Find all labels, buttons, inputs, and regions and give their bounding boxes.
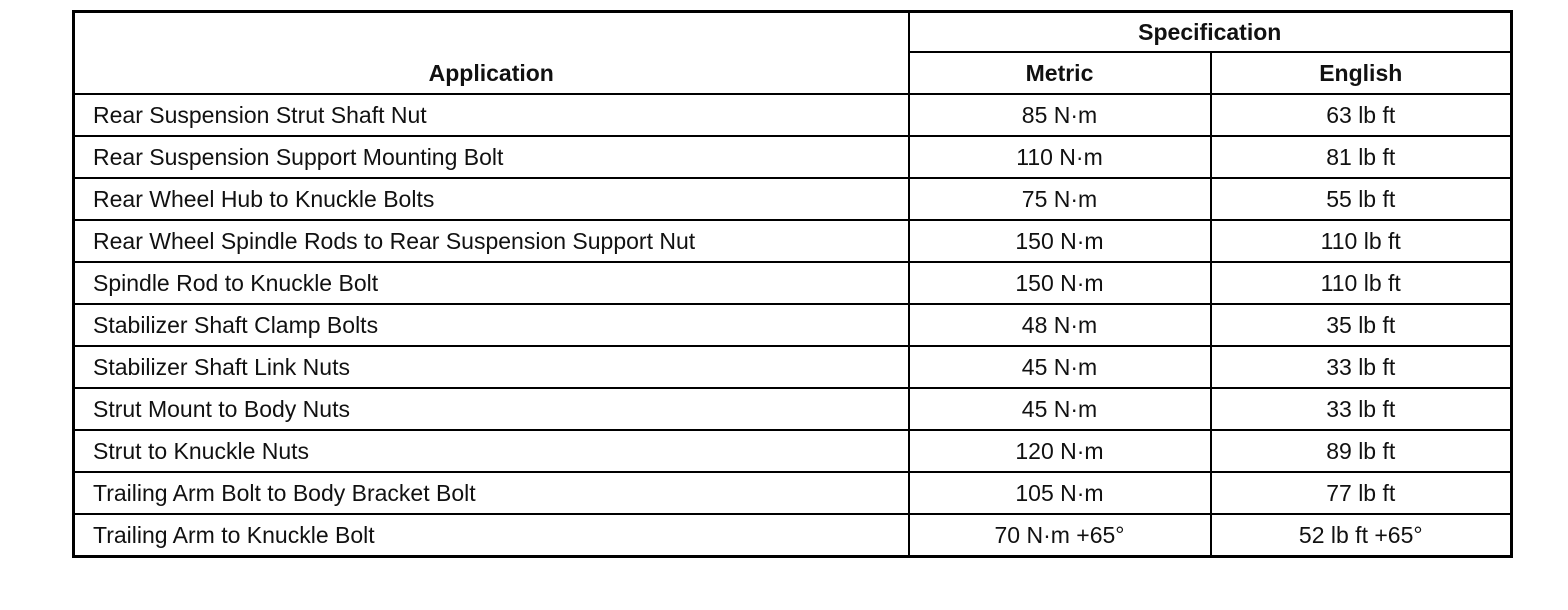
application-cell: Trailing Arm to Knuckle Bolt [74, 514, 909, 557]
application-cell: Rear Wheel Hub to Knuckle Bolts [74, 178, 909, 220]
table-header [74, 12, 1512, 95]
specification-header: Specification [909, 12, 1512, 53]
metric-cell: 120 N·m [909, 430, 1211, 472]
application-cell: Strut to Knuckle Nuts [74, 430, 909, 472]
application-cell: Stabilizer Shaft Clamp Bolts [74, 304, 909, 346]
metric-cell: 150 N·m [909, 220, 1211, 262]
table-row [74, 514, 1512, 557]
table-row [74, 388, 1512, 430]
metric-cell: 70 N·m +65° [909, 514, 1211, 557]
header-row-top [74, 12, 1512, 53]
english-cell: 33 lb ft [1211, 388, 1512, 430]
table-row [74, 220, 1512, 262]
table-row [74, 430, 1512, 472]
table-row [74, 178, 1512, 220]
application-cell: Rear Wheel Spindle Rods to Rear Suspension Support Nut [74, 220, 909, 262]
english-cell: 110 lb ft [1211, 262, 1512, 304]
application-cell: Rear Suspension Strut Shaft Nut [74, 94, 909, 136]
english-cell: 81 lb ft [1211, 136, 1512, 178]
table-body [74, 94, 1512, 557]
metric-cell: 48 N·m [909, 304, 1211, 346]
metric-cell: 150 N·m [909, 262, 1211, 304]
english-cell: 77 lb ft [1211, 472, 1512, 514]
torque-spec-table [72, 10, 1513, 558]
table-row [74, 262, 1512, 304]
metric-header: Metric [909, 52, 1211, 94]
table-row [74, 304, 1512, 346]
metric-cell: 75 N·m [909, 178, 1211, 220]
english-cell: 33 lb ft [1211, 346, 1512, 388]
english-cell: 55 lb ft [1211, 178, 1512, 220]
table-row [74, 472, 1512, 514]
english-cell: 63 lb ft [1211, 94, 1512, 136]
table-row [74, 346, 1512, 388]
english-cell: 89 lb ft [1211, 430, 1512, 472]
metric-cell: 85 N·m [909, 94, 1211, 136]
application-cell: Rear Suspension Support Mounting Bolt [74, 136, 909, 178]
application-cell: Trailing Arm Bolt to Body Bracket Bolt [74, 472, 909, 514]
application-cell: Spindle Rod to Knuckle Bolt [74, 262, 909, 304]
metric-cell: 45 N·m [909, 388, 1211, 430]
metric-cell: 45 N·m [909, 346, 1211, 388]
metric-cell: 105 N·m [909, 472, 1211, 514]
table-row [74, 94, 1512, 136]
application-header: Application [74, 12, 909, 95]
application-cell: Strut Mount to Body Nuts [74, 388, 909, 430]
metric-cell: 110 N·m [909, 136, 1211, 178]
application-cell: Stabilizer Shaft Link Nuts [74, 346, 909, 388]
english-cell: 52 lb ft +65° [1211, 514, 1512, 557]
english-cell: 110 lb ft [1211, 220, 1512, 262]
english-cell: 35 lb ft [1211, 304, 1512, 346]
english-header: English [1211, 52, 1512, 94]
table-row [74, 136, 1512, 178]
